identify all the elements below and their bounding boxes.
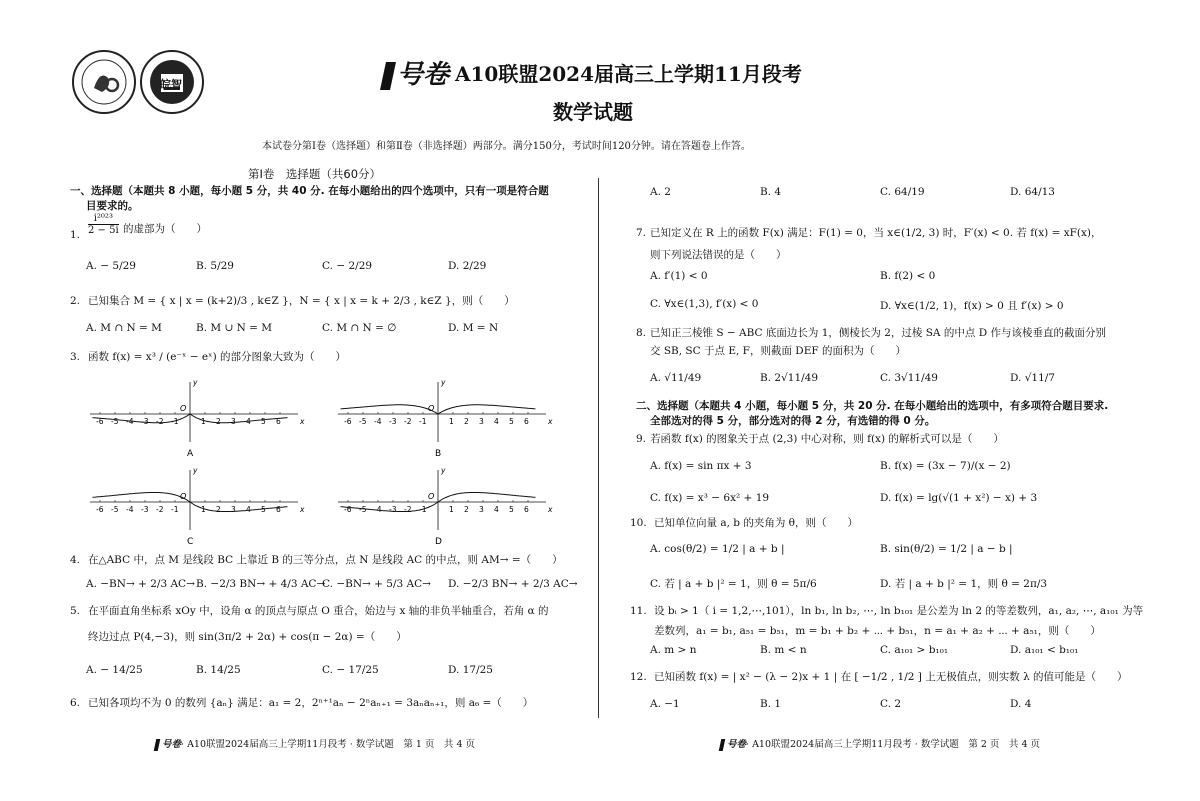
x-tick-label: -5 <box>111 417 119 426</box>
x-tick-label: 2 <box>216 505 221 514</box>
brand-mark: 号卷 <box>383 54 449 91</box>
x-tick-label: 6 <box>524 505 529 514</box>
x-tick-label: -5 <box>359 505 367 514</box>
q7-option-a[interactable]: A. f′(1) < 0 <box>650 270 708 282</box>
part1-heading-2: 目要求的。 <box>86 200 139 212</box>
q1-option-a[interactable]: A. − 5/29 <box>86 260 136 272</box>
q9-option-c[interactable]: C. f(x) = x³ − 6x² + 19 <box>650 492 770 504</box>
page-title: A10联盟2024届高三上学期11月段考 <box>455 62 802 86</box>
x-tick-label: -6 <box>96 417 104 426</box>
q7-stem-1: 已知定义在 R 上的函数 F(x) 满足：F(1) = 0，当 x∈(1/2, 3) 时，F′(x) < 0. 若 f(x) = xF(x)， <box>650 227 1102 239</box>
x-tick-label: 1 <box>449 417 454 426</box>
x-tick-label: 1 <box>201 505 206 514</box>
q10-option-d[interactable]: D. 若 | a + b |² = 1，则 θ = 2π/3 <box>880 578 1048 590</box>
origin-label: O <box>428 492 435 501</box>
q2-number: 2. <box>70 295 81 307</box>
footer-right: 号卷· A10联盟2024届高三上学期11月段考 · 数学试题 第 2 页 共 4 页 <box>720 736 1040 751</box>
q11-option-c[interactable]: C. a₁₀₁ > b₁₀₁ <box>880 644 949 656</box>
q1-option-c[interactable]: C. − 2/29 <box>322 260 373 272</box>
origin-label: O <box>180 492 187 501</box>
q11-number: 11. <box>630 605 647 617</box>
q5-option-c[interactable]: C. − 17/25 <box>322 664 379 676</box>
q5-option-b[interactable]: B. 14/25 <box>196 664 241 676</box>
q7-option-d[interactable]: D. ∀x∈(1/2, 1)，f(x) > 0 且 f′(x) > 0 <box>880 300 1064 312</box>
alliance-20-icon <box>74 52 134 112</box>
origin-label: O <box>428 404 435 413</box>
q4-option-d[interactable]: D. −2/3 BN→ + 2/3 AC→ <box>448 578 578 590</box>
x-tick-label: -5 <box>111 505 119 514</box>
graph-b <box>338 378 553 459</box>
graph-label: C <box>187 537 194 546</box>
q3-graphs <box>84 376 564 546</box>
q12-option-a[interactable]: A. −1 <box>650 698 680 710</box>
x-tick-label: 4 <box>246 417 251 426</box>
x-axis-label: x <box>548 505 553 514</box>
graph-label: A <box>187 449 194 459</box>
q7-number: 7. <box>636 227 647 239</box>
x-tick-label: 6 <box>276 505 281 514</box>
x-tick-label: 5 <box>509 417 514 426</box>
graph-c <box>90 466 305 546</box>
q11-stem-2: 差数列，a₁ = b₁, a₅₁ = b₅₁，m = b₁ + b₂ + ⋯ + b₅₁，n = a₁ + a₂ + ⋯ + a₅₁，则（ ） <box>654 625 1101 637</box>
x-tick-label: -6 <box>344 505 352 514</box>
q5-option-a[interactable]: A. − 14/25 <box>86 664 143 676</box>
part2-heading-2: 全部选对的得 5 分，部分选对的得 2 分，有选错的得 0 分。 <box>650 415 936 427</box>
q1-fraction: i²⁰²³ 2 − 5i <box>88 213 119 236</box>
q11-option-b[interactable]: B. m < n <box>760 644 807 656</box>
x-tick-label: 3 <box>479 417 484 426</box>
graph-d <box>338 466 553 546</box>
y-axis-label: y <box>441 378 446 387</box>
graph-label: B <box>435 449 442 459</box>
q4-option-b[interactable]: B. −2/3 BN→ + 4/3 AC→ <box>196 578 326 590</box>
q9-option-d[interactable]: D. f(x) = lg(√(1 + x²) − x) + 3 <box>880 492 1038 504</box>
brush-icon <box>154 739 161 751</box>
x-axis-label: x <box>300 417 305 426</box>
x-tick-label: -2 <box>404 505 412 514</box>
q7-option-b[interactable]: B. f(2) < 0 <box>880 270 936 282</box>
q2-option-d[interactable]: D. M = N <box>448 322 499 334</box>
q4-option-a[interactable]: A. −BN→ + 2/3 AC→ <box>86 578 195 590</box>
y-axis-label: y <box>193 466 198 475</box>
q11-option-d[interactable]: D. a₁₀₁ < b₁₀₁ <box>1010 644 1079 656</box>
x-tick-label: -3 <box>141 417 149 426</box>
q2-stem: 已知集合 M = { x | x = (k+2)/3 , k∈Z }，N = { x | x = k + 2/3 , k∈Z }，则（ ） <box>88 295 515 307</box>
x-tick-label: -5 <box>359 417 367 426</box>
brush-icon <box>380 62 396 90</box>
school-logo <box>140 50 204 114</box>
part1-heading: 一、选择题（本题共 8 小题，每小题 5 分，共 40 分. 在每小题给出的四个选项中，只有一项是符合题 <box>70 185 549 197</box>
x-tick-label: -1 <box>171 417 179 426</box>
x-tick-label: 3 <box>231 417 236 426</box>
exam-instructions: 本试卷分第Ⅰ卷（选择题）和第Ⅱ卷（非选择题）两部分。满分150分，考试时间120分钟。请在答题卷上作答。 <box>262 141 751 152</box>
q10-option-c[interactable]: C. 若 | a + b |² = 1，则 θ = 5π/6 <box>650 578 817 590</box>
q12-option-c[interactable]: C. 2 <box>880 698 902 710</box>
q2-option-b[interactable]: B. M ∪ N = M <box>196 322 273 334</box>
q8-number: 8. <box>636 327 647 339</box>
page-subtitle: 数学试题 <box>553 100 633 124</box>
q6-option-c[interactable]: C. 64/19 <box>880 186 925 198</box>
x-tick-label: -4 <box>374 505 382 514</box>
x-axis-label: x <box>300 505 305 514</box>
q6-option-b[interactable]: B. 4 <box>760 186 782 198</box>
x-tick-label: 6 <box>276 417 281 426</box>
x-tick-label: 4 <box>494 505 499 514</box>
x-tick-label: 5 <box>261 417 266 426</box>
x-tick-label: -1 <box>419 417 427 426</box>
x-tick-label: 5 <box>261 505 266 514</box>
q10-stem: 已知单位向量 a, b 的夹角为 θ，则（ ） <box>654 517 858 529</box>
q8-option-c[interactable]: C. 3√11/49 <box>880 372 938 384</box>
q4-option-c[interactable]: C. −BN→ + 5/3 AC→ <box>322 578 431 590</box>
q3-number: 3. <box>70 351 81 363</box>
x-tick-label: 6 <box>524 417 529 426</box>
q9-stem: 若函数 f(x) 的图象关于点 (2,3) 中心对称，则 f(x) 的解析式可以是（ ） <box>650 433 1004 445</box>
y-axis-label: y <box>193 378 198 387</box>
x-tick-label: -2 <box>404 417 412 426</box>
x-tick-label: 4 <box>494 417 499 426</box>
q11-stem-1: 设 bᵢ > 1（ i = 1,2,⋯,101），ln b₁, ln b₂, ⋯, ln b₁₀₁ 是公差为 ln 2 的等差数列，a₁, a₂, ⋯, a₁₀₁ 为等 <box>654 605 1144 617</box>
q6-option-a[interactable]: A. 2 <box>650 186 671 198</box>
q12-number: 12. <box>630 671 647 683</box>
footer-left: 号卷· A10联盟2024届高三上学期11月段考 · 数学试题 第 1 页 共 4 页 <box>155 736 475 751</box>
part2-heading: 二、选择题（本题共 4 小题，每小题 5 分，共 20 分. 在每小题给出的选项中，有多项符合题目要求. <box>636 400 1109 412</box>
q9-option-b[interactable]: B. f(x) = (3x − 7)/(x − 2) <box>880 460 1011 472</box>
x-tick-label: -4 <box>126 505 134 514</box>
q8-stem-1: 已知正三棱锥 S − ABC 底面边长为 1，侧棱长为 2，过棱 SA 的中点 D 作与该棱垂直的截面分别 <box>650 327 1106 339</box>
alliance-logo <box>72 50 136 114</box>
school-logo-text: 皖智 <box>160 78 182 91</box>
x-tick-label: -2 <box>156 417 164 426</box>
x-tick-label: -3 <box>389 417 397 426</box>
graph-a <box>90 378 305 459</box>
q12-option-d[interactable]: D. 4 <box>1010 698 1032 710</box>
x-tick-label: 3 <box>231 505 236 514</box>
q12-stem: 已知函数 f(x) = | x² − (λ − 2)x + 1 | 在 [ −1/2 , 1/2 ] 上无极值点，则实数 λ 的值可能是（ ） <box>654 671 1128 683</box>
x-tick-label: 2 <box>464 417 469 426</box>
q12-option-b[interactable]: B. 1 <box>760 698 782 710</box>
q4-stem: 在△ABC 中，点 M 是线段 BC 上靠近 B 的三等分点，点 N 是线段 AC 的中点，则 AM→ =（ ） <box>88 554 563 566</box>
x-tick-label: -6 <box>344 417 352 426</box>
section1-title: 第Ⅰ卷 选择题（共60分） <box>248 167 382 181</box>
q4-number: 4. <box>70 554 81 566</box>
x-tick-label: -4 <box>126 417 134 426</box>
x-tick-label: 1 <box>449 505 454 514</box>
brush-icon <box>719 739 726 751</box>
x-tick-label: -6 <box>96 505 104 514</box>
q1-option-d[interactable]: D. 2/29 <box>448 260 487 272</box>
q5-number: 5. <box>70 605 81 617</box>
q7-stem-2: 则下列说法错误的是（ ） <box>650 249 787 261</box>
q6-stem: 已知各项均不为 0 的数列 {aₙ} 满足：a₁ = 2，2ⁿ⁺¹aₙ − 2ⁿaₙ₊₁ = 3aₙaₙ₊₁，则 a₆ =（ ） <box>88 697 534 709</box>
x-tick-label: 2 <box>464 505 469 514</box>
q9-option-a[interactable]: A. f(x) = sin πx + 3 <box>650 460 752 472</box>
q5-stem-1: 在平面直角坐标系 xOy 中，设角 α 的顶点与原点 O 重合，始边与 x 轴的非负半轴重合，若角 α 的 <box>88 605 549 617</box>
q8-stem-2: 交 SB, SC 于点 E, F，则截面 DEF 的面积为（ ） <box>650 345 906 357</box>
x-tick-label: -1 <box>419 505 427 514</box>
q6-option-d[interactable]: D. 64/13 <box>1010 186 1055 198</box>
x-tick-label: 2 <box>216 417 221 426</box>
q10-number: 10. <box>630 517 647 529</box>
y-axis-label: y <box>441 466 446 475</box>
x-tick-label: 4 <box>246 505 251 514</box>
x-tick-label: -4 <box>374 417 382 426</box>
origin-label: O <box>180 404 187 413</box>
q7-option-c[interactable]: C. ∀x∈(1,3), f′(x) < 0 <box>650 298 759 310</box>
q10-option-b[interactable]: B. sin(θ/2) = 1/2 | a − b | <box>880 543 1013 555</box>
x-axis-label: x <box>548 417 553 426</box>
x-tick-label: 1 <box>201 417 206 426</box>
graph-label: D <box>435 537 442 546</box>
q10-option-a[interactable]: A. cos(θ/2) = 1/2 | a + b | <box>650 543 785 555</box>
x-tick-label: 5 <box>509 505 514 514</box>
q1-number: 1. <box>70 229 81 241</box>
q8-option-b[interactable]: B. 2√11/49 <box>760 372 819 384</box>
q11-option-a[interactable]: A. m > n <box>650 644 697 656</box>
x-tick-label: -3 <box>389 505 397 514</box>
x-tick-label: 3 <box>479 505 484 514</box>
q6-number: 6. <box>70 697 81 709</box>
x-tick-label: -3 <box>141 505 149 514</box>
q3-stem: 函数 f(x) = x³ / (e⁻ˣ − eˣ) 的部分图象大致为（ ） <box>88 351 347 363</box>
q5-stem-2: 终边过点 P(4,−3)，则 sin(3π/2 + 2α) + cos(π − 2α) =（ ） <box>88 631 407 643</box>
q1-option-b[interactable]: B. 5/29 <box>196 260 234 272</box>
q1-stem: 的虚部为（ ） <box>123 223 207 235</box>
column-divider <box>598 178 599 718</box>
q5-option-d[interactable]: D. 17/25 <box>448 664 493 676</box>
q9-number: 9. <box>636 433 647 445</box>
q8-option-a[interactable]: A. √11/49 <box>650 372 702 384</box>
q8-option-d[interactable]: D. √11/7 <box>1010 372 1055 384</box>
q2-option-c[interactable]: C. M ∩ N = ∅ <box>322 322 397 334</box>
x-tick-label: -1 <box>171 505 179 514</box>
q2-option-a[interactable]: A. M ∩ N = M <box>86 322 162 334</box>
x-tick-label: -2 <box>156 505 164 514</box>
